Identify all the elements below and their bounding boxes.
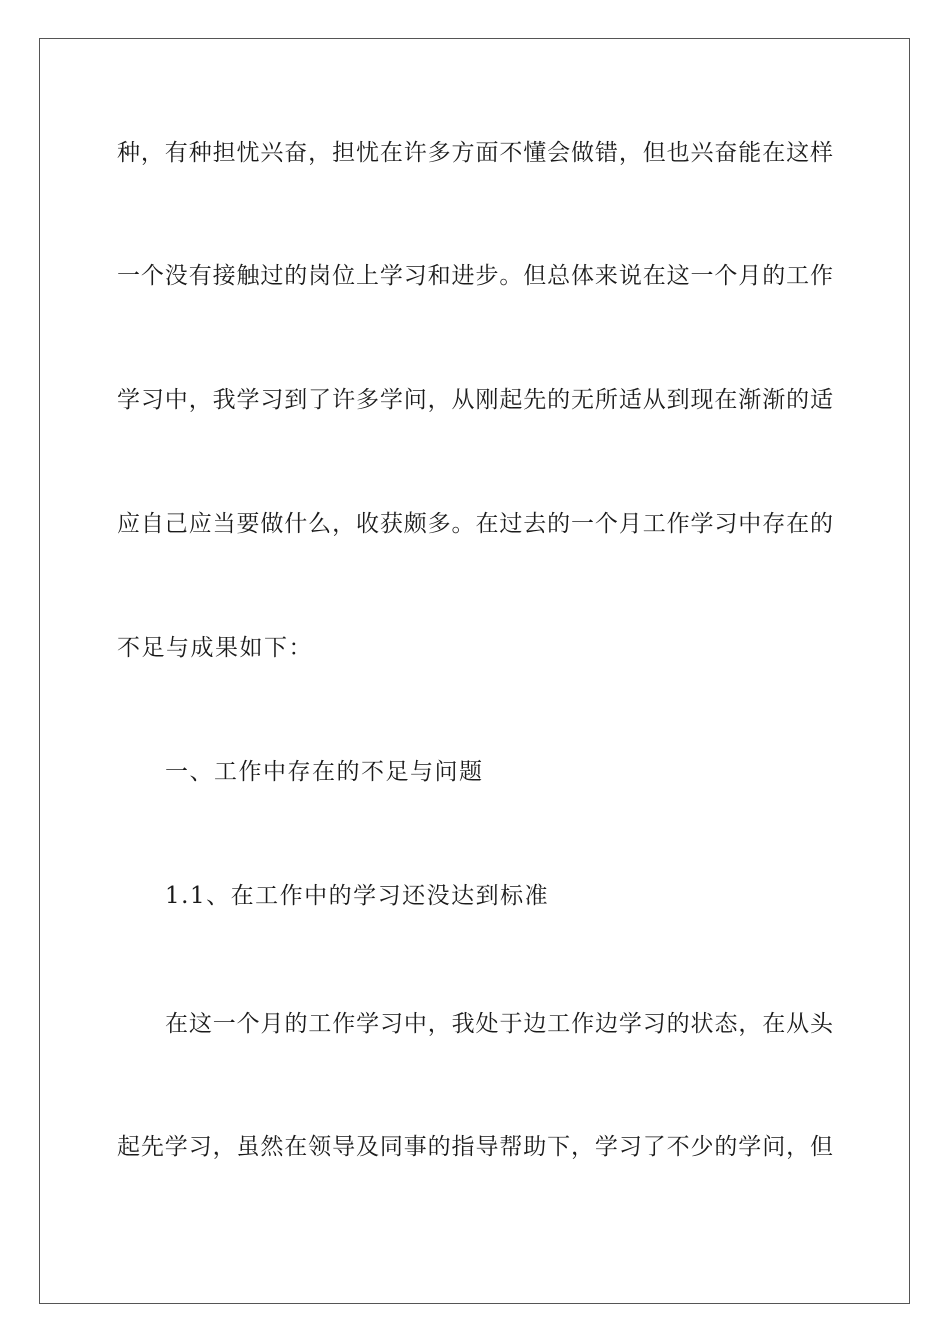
paragraph-line-6: 在这一个月的工作学习中，我处于边工作边学习的状态，在从头 <box>165 1011 833 1037</box>
paragraph-line-5: 不足与成果如下： <box>117 635 313 661</box>
paragraph-line-4: 应自己应当要做什么，收获颇多。在过去的一个月工作学习中存在的 <box>117 511 833 537</box>
paragraph-line-7: 起先学习，虽然在领导及同事的指导帮助下，学习了不少的学问，但 <box>117 1134 833 1160</box>
paragraph-line-2: 一个没有接触过的岗位上学习和进步。但总体来说在这一个月的工作 <box>117 263 833 289</box>
paragraph-line-1: 种，有种担忧兴奋，担忧在许多方面不懂会做错，但也兴奋能在这样 <box>117 140 833 166</box>
section-heading: 一、工作中存在的不足与问题 <box>165 759 484 785</box>
subsection-heading: 1.1、在工作中的学习还没达到标准 <box>165 883 550 909</box>
paragraph-line-3: 学习中，我学习到了许多学问，从刚起先的无所适从到现在渐渐的适 <box>117 387 833 413</box>
page-border <box>39 38 910 1304</box>
